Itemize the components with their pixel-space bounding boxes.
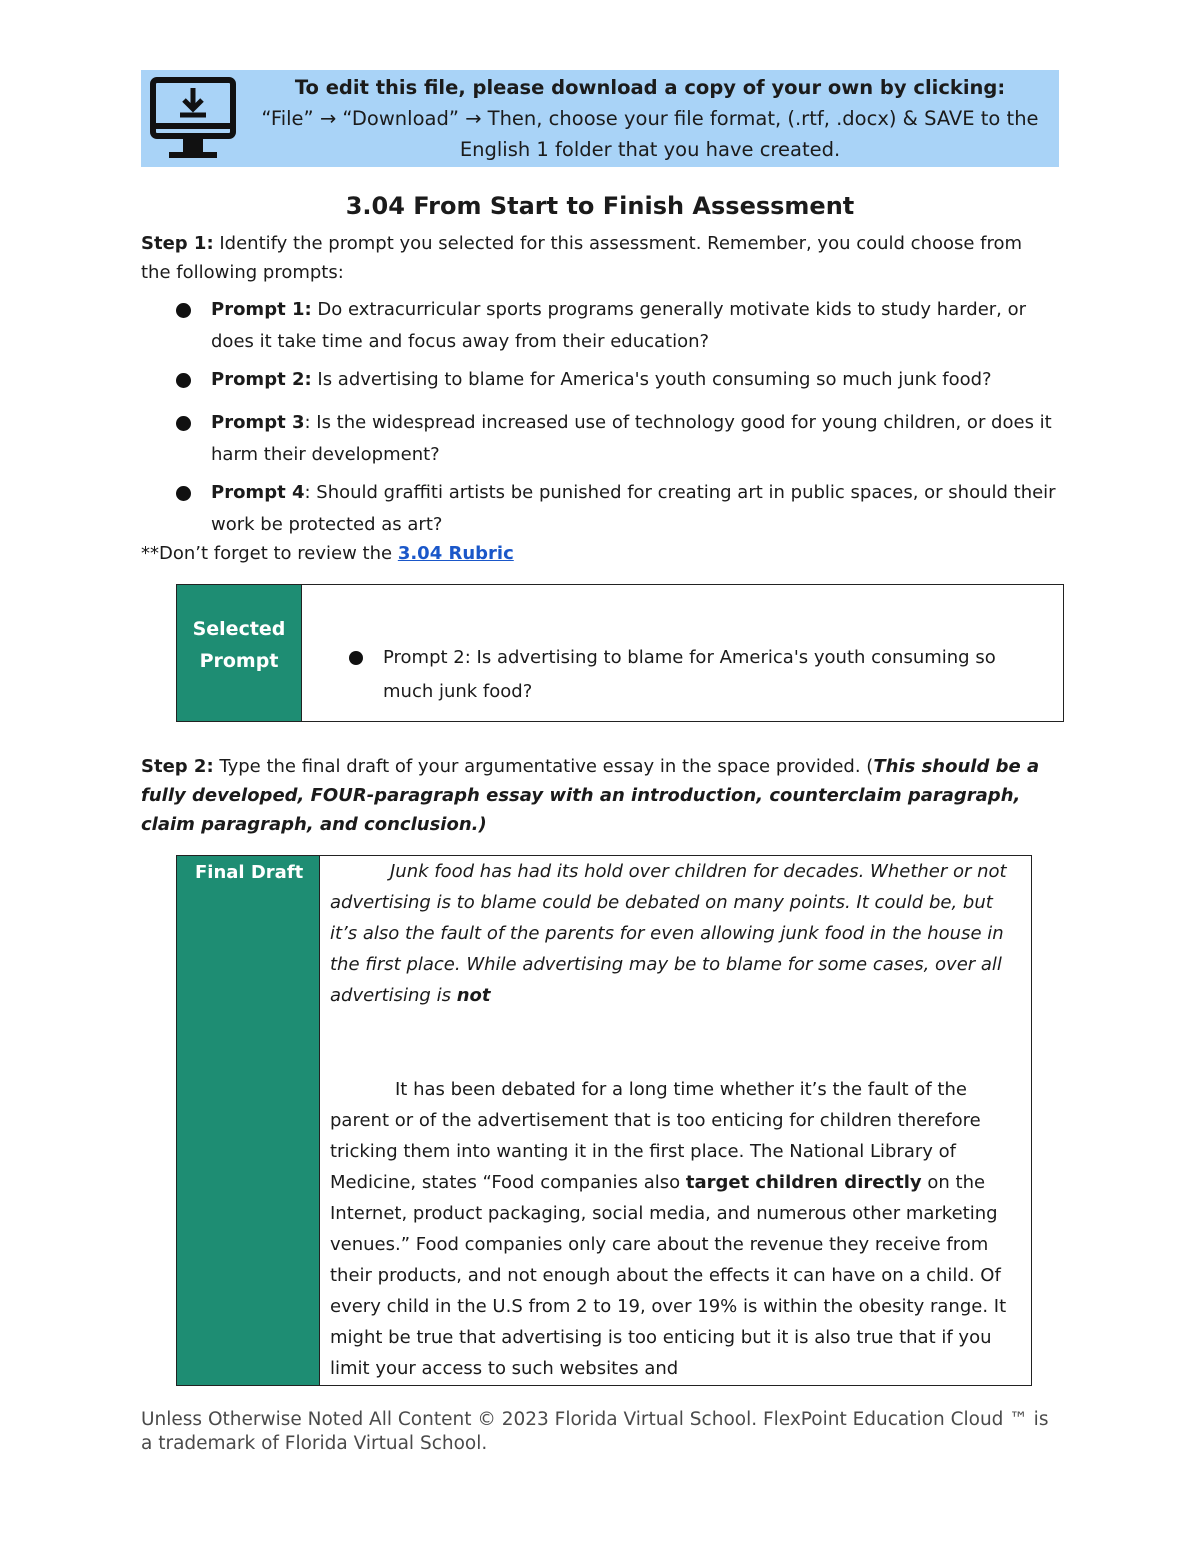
prompt-label: Prompt 1: xyxy=(211,299,312,320)
bullet-icon xyxy=(176,303,191,318)
essay-paragraph-1-bold: not xyxy=(456,985,491,1006)
selected-prompt-table xyxy=(176,584,1064,722)
banner-line-1: To edit this file, please download a copy of your own by clicking: xyxy=(294,76,1006,99)
selected-prompt-value-cell[interactable] xyxy=(349,641,1029,709)
step-2-requirements: This should be a fully developed, FOUR-paragraph essay with an introduction, counterclaim paragraph, claim paragraph, and conclusion.) xyxy=(141,756,1040,835)
copyright-footer: Unless Otherwise Noted All Content © 2023 Florida Virtual School. FlexPoint Education Cloud ™ is a trademark of Florida Virtual School. xyxy=(141,1409,1049,1454)
prompt-text: : Should graffiti artists be punished for creating art in public spaces, or should their work be protected as art? xyxy=(211,482,1056,535)
banner-line-2: “File” → “Download” → Then, choose your file format, (.rtf, .docx) & SAVE to the xyxy=(261,107,1039,130)
bullet-icon xyxy=(176,416,191,431)
essay-text-area[interactable] xyxy=(330,856,1025,1384)
essay-paragraph-2-text-a: It has been debated for a long time whether it’s the fault of the parent or of the advertisement that is too enticing for children therefore tricking them into wanting it in the first place. The National Library of Medicine, states “Food companies also xyxy=(330,1079,981,1193)
step-2-label: Step 2: xyxy=(141,756,214,777)
edit-instructions-banner xyxy=(141,70,1059,167)
essay-paragraph-1 xyxy=(330,856,1025,1011)
step-2-body: Type the final draft of your argumentative essay in the space provided. ( xyxy=(213,756,874,777)
computer-download-icon xyxy=(147,76,237,162)
bullet-icon xyxy=(176,486,191,501)
selected-prompt-label-cell xyxy=(177,585,302,721)
step-2-text xyxy=(141,752,1041,839)
final-draft-table xyxy=(176,855,1032,1386)
bullet-icon xyxy=(349,651,363,665)
selected-prompt-label: Selected Prompt xyxy=(192,618,286,672)
prompt-label: Prompt 4 xyxy=(211,482,305,503)
rubric-note xyxy=(141,539,1041,568)
essay-paragraph-2-bold: target children directly xyxy=(685,1172,922,1193)
page-title: 3.04 From Start to Finish Assessment xyxy=(345,192,855,220)
essay-paragraph-2 xyxy=(330,1074,1025,1384)
step-1-label: Step 1: xyxy=(141,233,214,254)
prompt-text: Do extracurricular sports programs generally motivate kids to study harder, or does it take time and focus away from their education? xyxy=(211,299,1027,352)
final-draft-label: Final Draft xyxy=(195,862,304,883)
prompt-label: Prompt 3 xyxy=(211,412,305,433)
final-draft-label-cell xyxy=(177,856,320,1385)
prompt-text: : Is the widespread increased use of technology good for young children, or does it harm their development? xyxy=(211,412,1052,465)
banner-line-3: English 1 folder that you have created. xyxy=(459,138,841,161)
rubric-link[interactable]: 3.04 Rubric xyxy=(397,543,514,564)
step-1-text xyxy=(141,229,1041,287)
essay-paragraph-1-text: Junk food has had its hold over children for decades. Whether or not advertising is to blame could be debated on many points. It could be, but it’s also the fault of the parents for even allowing junk food in the house in the first place. While advertising may be to blame for some cases, over all advertising is xyxy=(330,861,1007,1006)
prompt-label: Prompt 2: xyxy=(211,369,312,390)
rubric-note-text: **Don’t forget to review the xyxy=(141,543,398,564)
prompt-text: Is advertising to blame for America's youth consuming so much junk food? xyxy=(311,369,992,390)
bullet-icon xyxy=(176,373,191,388)
selected-prompt-value: Prompt 2: Is advertising to blame for America's youth consuming so much junk food? xyxy=(383,647,996,702)
essay-paragraph-2-text-b: on the Internet, product packaging, social media, and numerous other marketing venues.” Food companies only care about the revenue they receive from their products, and not enough about the effects it can have on a child. Of every child in the U.S from 2 to 19, over 19% is within the obesity range. It might be true that advertising is too enticing but it is also true that if you limit your access to such websites and xyxy=(330,1172,1007,1379)
step-1-body: Identify the prompt you selected for this assessment. Remember, you could choose from the following prompts: xyxy=(141,233,1023,283)
